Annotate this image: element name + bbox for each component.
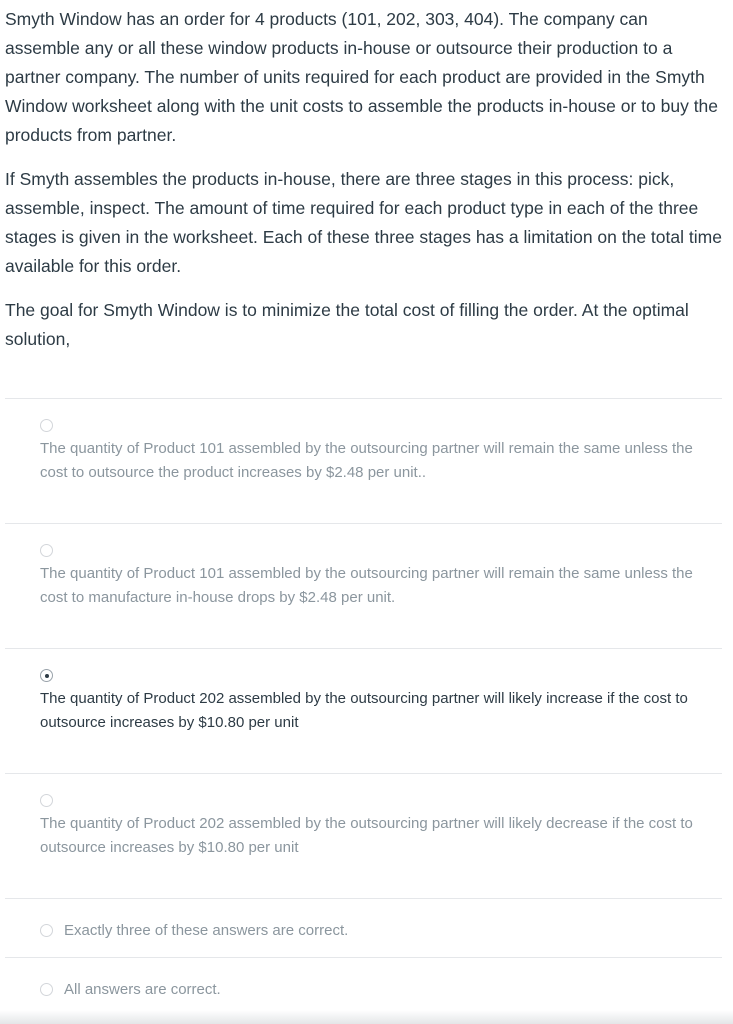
answer-label: The quantity of Product 101 assembled by the outsourcing partner will remain the same unless the cost to manufacture in-house drops by $2.48 per unit. — [40, 565, 693, 606]
question-paragraph: If Smyth assembles the products in-house, there are three stages in this process: pick, assemble, inspect. The amount of time required for each product type in each of the three stages is given in the worksheet. Each of these three stages has a limitation on the total time available for this order. — [5, 169, 722, 276]
answer-label: Exactly three of these answers are correct. — [64, 922, 349, 939]
answer-option-2[interactable] — [5, 523, 722, 648]
question-paragraph: Smyth Window has an order for 4 products (101, 202, 303, 404). The company can assemble any or all these window products in-house or outsource their production to a partner company. The number of units required for each product are provided in the Smyth Window worksheet along with the unit costs to assemble the products in-house or to buy the products from partner. — [5, 9, 719, 145]
question-paragraph: The goal for Smyth Window is to minimize the total cost of filling the order. At the optimal solution, — [5, 300, 689, 349]
radio-button-selected[interactable] — [40, 669, 53, 682]
answer-option-4[interactable] — [5, 773, 722, 898]
answer-label: The quantity of Product 202 assembled by the outsourcing partner will likely increase if the cost to outsource increases by $10.80 per unit — [40, 690, 688, 731]
radio-button[interactable] — [40, 983, 53, 996]
answer-option-5[interactable] — [5, 898, 722, 957]
radio-button[interactable] — [40, 544, 53, 557]
radio-button[interactable] — [40, 924, 53, 937]
radio-button[interactable] — [40, 419, 53, 432]
answer-label: The quantity of Product 202 assembled by the outsourcing partner will likely decrease if the cost to outsource increases by $10.80 per unit — [40, 815, 693, 856]
answer-label: The quantity of Product 101 assembled by the outsourcing partner will remain the same unless the cost to outsource the product increases by $2.48 per unit.. — [40, 440, 693, 481]
answer-option-3[interactable] — [5, 648, 722, 773]
bottom-edge-shadow — [0, 1010, 733, 1024]
answer-option-6[interactable] — [5, 957, 722, 1016]
answer-list — [5, 398, 722, 1016]
answer-label: All answers are correct. — [64, 981, 221, 998]
answer-option-1[interactable] — [5, 398, 722, 523]
radio-button[interactable] — [40, 794, 53, 807]
question-text — [5, 5, 727, 369]
